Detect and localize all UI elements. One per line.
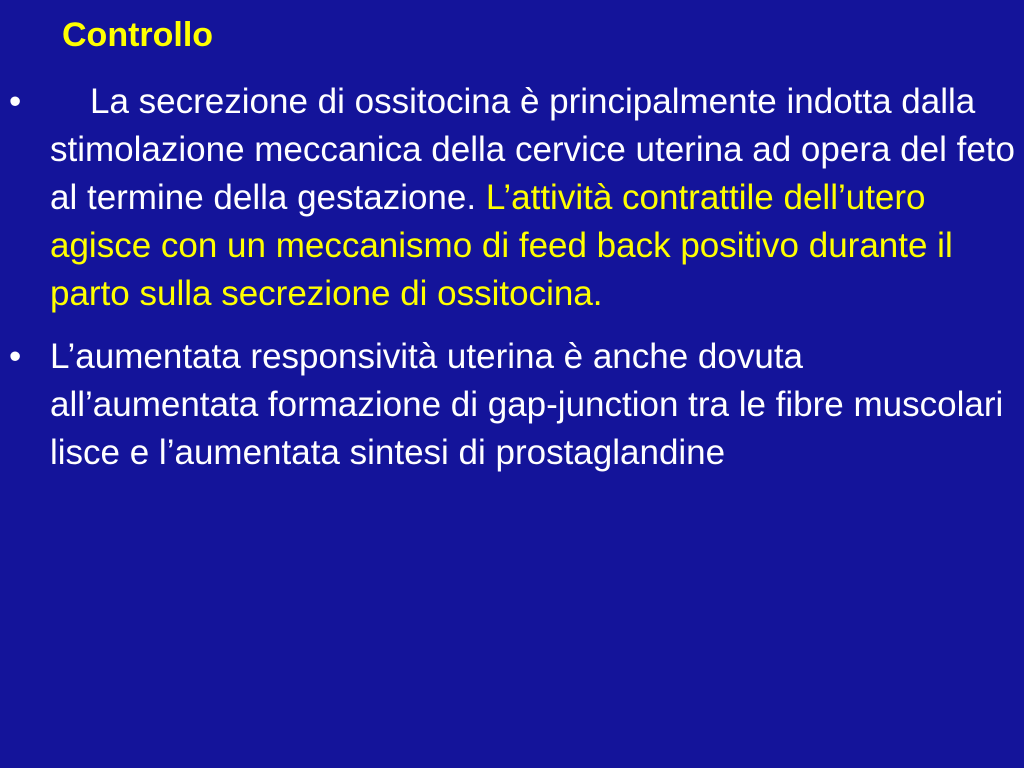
slide-title: Controllo [62,16,214,54]
bullet-1-highlight: L’attività contrattile dell’utero agisce con un meccanismo di feed back positivo durante il parto sulla secrezione di ossitocina. [50,178,953,313]
bullet-1-text: La secrezione di ossitocina è principalmente indotta dalla stimolazione meccanica della cervice uterina ad opera del feto al termine della gestazione. [50,82,1015,217]
bullet-2-text: L’aumentata responsività uterina è anche dovuta all’aumentata formazione di gap-junction tra le fibre muscolari lisce e l’aumentata sintesi di prostaglandine [50,337,1004,472]
bullet-dot-icon: • [9,82,22,121]
bullet-dot-icon: • [9,337,22,376]
bullet-item-2 [0,333,1024,477]
bullet-item-1 [0,78,1024,318]
bullet-list [0,78,1024,492]
